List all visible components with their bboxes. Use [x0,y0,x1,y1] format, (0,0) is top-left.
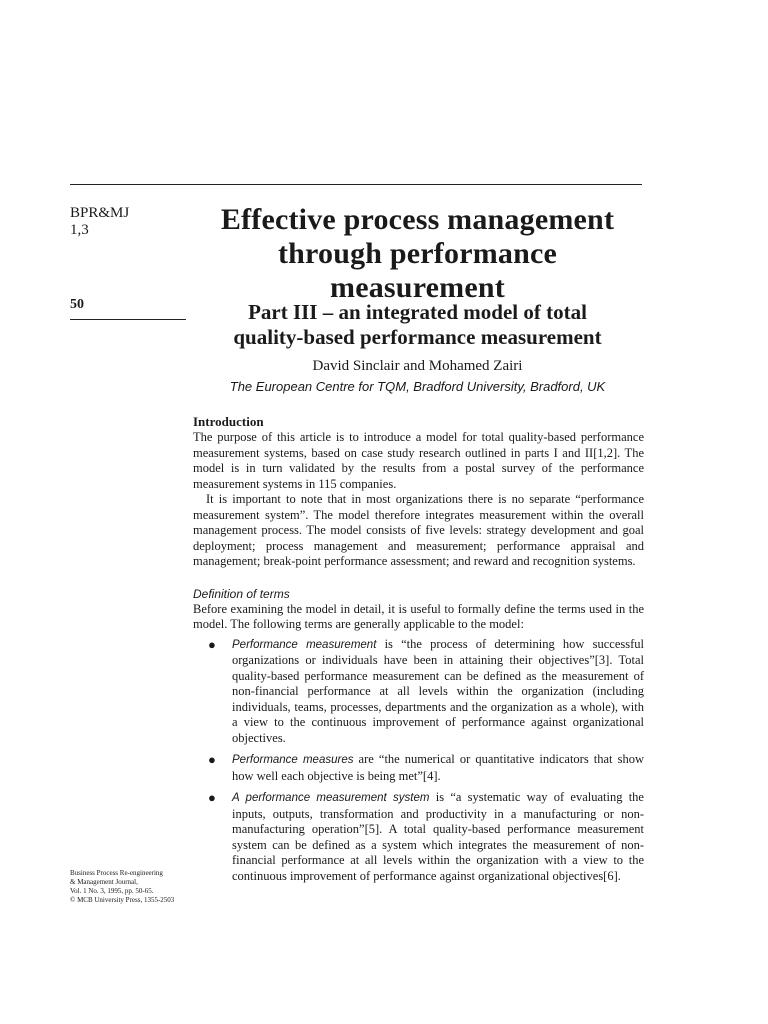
article-subtitle [193,300,642,350]
definition-text: is “the process of determining how successful organizations or individuals have been in attaining their objectives”[3]. Total quality-based performance measurement can be defined as the measurement of non-financial performance at all levels within the organization (including individuals, teams, processes, departments and the organization as a whole), with a view to the continuous improvement of performance against organizational objectives. [232,636,644,745]
article-body [193,414,644,890]
title-line: Effective process management [220,203,615,236]
page-number: 50 [70,297,84,312]
subsection-heading-definitions: Definition of terms [193,586,290,601]
title-line: through performance [277,237,558,270]
paragraph: Before examining the model in detail, it is useful to formally define the terms used in the model. The following terms are generally applicable to the model: [193,601,644,631]
paragraph: It is important to note that in most organizations there is no separate “performance measurement system”. The model therefore integrates measurement within the overall management process. The model consists of five levels: strategy development and goal deployment; process management and measurement; performance appraisal and management; break-point performance assessment; and reward and recognition systems. [193,492,644,568]
definition-text: are “the numerical or quantitative indicators that show how well each objective is being met”[4]. [232,752,644,783]
bullet-icon: ● [208,636,216,652]
title-line: measurement [330,271,505,304]
authors: David Sinclair and Mohamed Zairi [312,358,523,374]
bullet-icon: ● [208,752,216,767]
list-item [193,790,644,884]
definition-text: is “a systematic way of evaluating the inputs, outputs, transformation and productivity in a manufacturing or non-manufacturing operation”[5]. A total quality-based performance measurement system can be defined as a system which integrates the measurement of non-financial performance at all levels within the organization with a view to the continuous improvement of performance against organizational objectives[6]. [232,790,644,883]
page-number-rule [70,319,186,320]
defined-term: Performance measures [232,754,354,766]
journal-abbrev: BPR&MJ [70,205,130,221]
subtitle-line: quality-based performance measurement [233,325,602,349]
definition-list [193,637,644,885]
list-item [193,637,644,747]
footer-line: Business Process Re-engineering [70,869,163,877]
subtitle-line: Part III – an integrated model of total [248,300,587,324]
footer-line: & Management Journal, [70,878,138,886]
article-title [193,203,642,305]
defined-term: Performance measurement [232,638,377,651]
affiliation: The European Centre for TQM, Bradford University, Bradford, UK [229,379,606,394]
paragraph: The purpose of this article is to introduce a model for total quality-based performance measurement systems, based on case study research outlined in parts I and II[1,2]. The model is in turn validated by the results from a postal survey of the performance measurement systems in 115 companies. [193,430,644,491]
list-item [193,752,644,784]
defined-term: A performance measurement system [232,792,430,804]
journal-reference [70,205,129,239]
bullet-icon: ● [208,790,216,805]
journal-footer-note [70,869,174,905]
section-heading-introduction: Introduction [193,414,264,429]
footer-line: Vol. 1 No. 3, 1995, pp. 50-65. [70,887,154,895]
top-rule [70,184,642,185]
journal-volume: 1,3 [70,222,89,238]
footer-line: © MCB University Press, 1355-2503 [70,896,175,904]
